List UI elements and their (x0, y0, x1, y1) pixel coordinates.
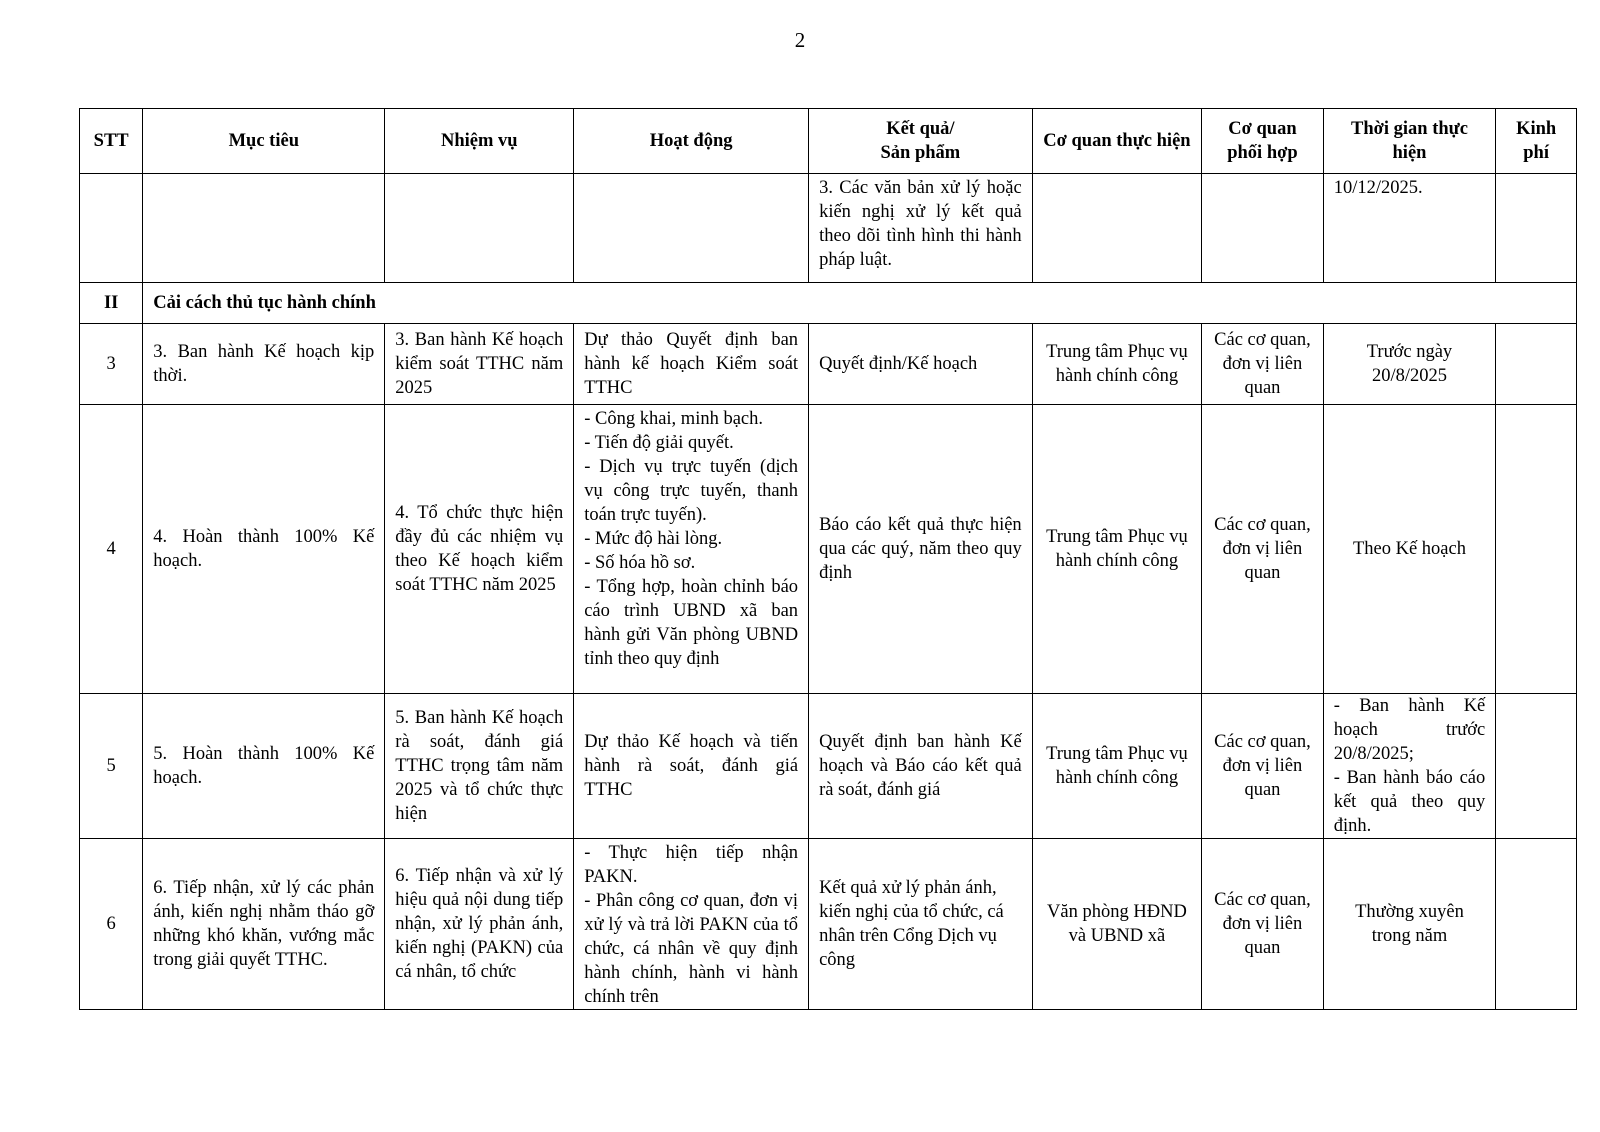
row-co-quan-phoi-hop: Các cơ quan, đơn vị liên quan (1202, 324, 1324, 405)
header-co-quan-phoi-hop: Cơ quan phối hợp (1202, 109, 1324, 174)
header-muc-tieu: Mục tiêu (143, 109, 385, 174)
hoat-dong-line: - Công khai, minh bạch. (584, 409, 764, 429)
cell-empty (1496, 174, 1577, 283)
header-co-quan-thuc-hien: Cơ quan thực hiện (1032, 109, 1202, 174)
row-hoat-dong (574, 694, 809, 839)
thoi-gian-line: Thường xuyên trong năm (1355, 902, 1464, 946)
row-co-quan-phoi-hop: Các cơ quan, đơn vị liên quan (1202, 839, 1324, 1010)
section-number: II (80, 283, 143, 324)
hoat-dong-line: - Phân công cơ quan, đơn vị xử lý và trả lời PAKN của tổ chức, cá nhân về quy định hành chính, hành vi hành chính trên (584, 891, 799, 1007)
thoi-gian-line: Theo Kế hoạch (1352, 539, 1466, 559)
header-row (80, 109, 1577, 174)
row-ket-qua: Quyết định/Kế hoạch (809, 324, 1033, 405)
table-row (80, 839, 1577, 1010)
page-number: 2 (794, 28, 806, 52)
row-hoat-dong (574, 324, 809, 405)
row-kinh-phi (1496, 839, 1577, 1010)
continuation-row (80, 174, 1577, 283)
hoat-dong-line: - Mức độ hài lòng. (584, 529, 723, 549)
cell-empty (1202, 174, 1324, 283)
row-nhiem-vu: 6. Tiếp nhận và xử lý hiệu quả nội dung tiếp nhận, xử lý phản ánh, kiến nghị (PAKN) của cá nhân, tổ chức (385, 839, 574, 1010)
hoat-dong-line: - Dịch vụ trực tuyến (dịch vụ công trực tuyến, thanh toán trực tuyến). (584, 457, 799, 525)
table-row (80, 694, 1577, 839)
cell-empty (80, 174, 143, 283)
table-row (80, 324, 1577, 405)
row-ket-qua: Kết quả xử lý phản ánh, kiến nghị của tổ chức, cá nhân trên Cổng Dịch vụ công (809, 839, 1033, 1010)
row-thoi-gian (1323, 405, 1496, 694)
row-muc-tieu: 3. Ban hành Kế hoạch kịp thời. (143, 324, 385, 405)
row-muc-tieu: 5. Hoàn thành 100% Kế hoạch. (143, 694, 385, 839)
cell-empty (385, 174, 574, 283)
header-ket-qua (809, 109, 1033, 174)
section-row (80, 283, 1577, 324)
hoat-dong-line: - Tổng hợp, hoàn chỉnh báo cáo trình UBND xã ban hành gửi Văn phòng UBND tỉnh theo quy định (584, 577, 799, 669)
row-ket-qua: Quyết định ban hành Kế hoạch và Báo cáo kết quả rà soát, đánh giá (809, 694, 1033, 839)
row-hoat-dong (574, 839, 809, 1010)
row-kinh-phi (1496, 324, 1577, 405)
continuation-thoi-gian: 10/12/2025. (1323, 174, 1496, 283)
plan-table (79, 108, 1577, 1010)
row-nhiem-vu: 5. Ban hành Kế hoạch rà soát, đánh giá TTHC trọng tâm năm 2025 và tổ chức thực hiện (385, 694, 574, 839)
thoi-gian-line: - Ban hành báo cáo kết quả theo quy định. (1333, 768, 1486, 836)
row-co-quan-phoi-hop: Các cơ quan, đơn vị liên quan (1202, 405, 1324, 694)
row-co-quan-thuc-hien: Trung tâm Phục vụ hành chính công (1032, 405, 1202, 694)
header-ket-qua-line2: Sản phẩm (880, 143, 961, 163)
row-muc-tieu: 4. Hoàn thành 100% Kế hoạch. (143, 405, 385, 694)
row-stt: 4 (80, 405, 143, 694)
cell-empty (574, 174, 809, 283)
header-ket-qua-line1: Kết quả/ (886, 119, 955, 139)
row-stt: 6 (80, 839, 143, 1010)
row-co-quan-thuc-hien: Văn phòng HĐND và UBND xã (1032, 839, 1202, 1010)
row-thoi-gian (1323, 324, 1496, 405)
header-hoat-dong: Hoạt động (574, 109, 809, 174)
header-kinh-phi: Kinh phí (1496, 109, 1577, 174)
row-thoi-gian (1323, 839, 1496, 1010)
hoat-dong-line: Dự thảo Kế hoạch và tiến hành rà soát, đánh giá TTHC (584, 732, 799, 800)
row-nhiem-vu: 3. Ban hành Kế hoạch kiểm soát TTHC năm 2025 (385, 324, 574, 405)
hoat-dong-line: - Thực hiện tiếp nhận PAKN. (584, 843, 799, 887)
row-kinh-phi (1496, 405, 1577, 694)
row-nhiem-vu: 4. Tổ chức thực hiện đầy đủ các nhiệm vụ theo Kế hoạch kiểm soát TTHC năm 2025 (385, 405, 574, 694)
row-stt: 3 (80, 324, 143, 405)
row-thoi-gian (1323, 694, 1496, 839)
row-ket-qua: Báo cáo kết quả thực hiện qua các quý, năm theo quy định (809, 405, 1033, 694)
row-hoat-dong (574, 405, 809, 694)
continuation-ket-qua: 3. Các văn bản xử lý hoặc kiến nghị xử lý kết quả theo dõi tình hình thi hành pháp luật. (809, 174, 1033, 283)
hoat-dong-line: Dự thảo Quyết định ban hành kế hoạch Kiểm soát TTHC (584, 330, 799, 398)
cell-empty (143, 174, 385, 283)
hoat-dong-line: - Tiến độ giải quyết. (584, 433, 734, 453)
thoi-gian-line: Trước ngày 20/8/2025 (1366, 342, 1453, 386)
row-co-quan-thuc-hien: Trung tâm Phục vụ hành chính công (1032, 324, 1202, 405)
row-co-quan-phoi-hop: Các cơ quan, đơn vị liên quan (1202, 694, 1324, 839)
row-muc-tieu: 6. Tiếp nhận, xử lý các phản ánh, kiến nghị nhằm tháo gỡ những khó khăn, vướng mắc trong giải quyết TTHC. (143, 839, 385, 1010)
thoi-gian-line: - Ban hành Kế hoạch trước 20/8/2025; (1333, 696, 1486, 764)
header-thoi-gian: Thời gian thực hiện (1323, 109, 1496, 174)
hoat-dong-line: - Số hóa hồ sơ. (584, 553, 696, 573)
header-nhiem-vu: Nhiệm vụ (385, 109, 574, 174)
table-row (80, 405, 1577, 694)
header-stt: STT (80, 109, 143, 174)
row-co-quan-thuc-hien: Trung tâm Phục vụ hành chính công (1032, 694, 1202, 839)
section-title: Cải cách thủ tục hành chính (143, 283, 1577, 324)
row-stt: 5 (80, 694, 143, 839)
cell-empty (1032, 174, 1202, 283)
row-kinh-phi (1496, 694, 1577, 839)
